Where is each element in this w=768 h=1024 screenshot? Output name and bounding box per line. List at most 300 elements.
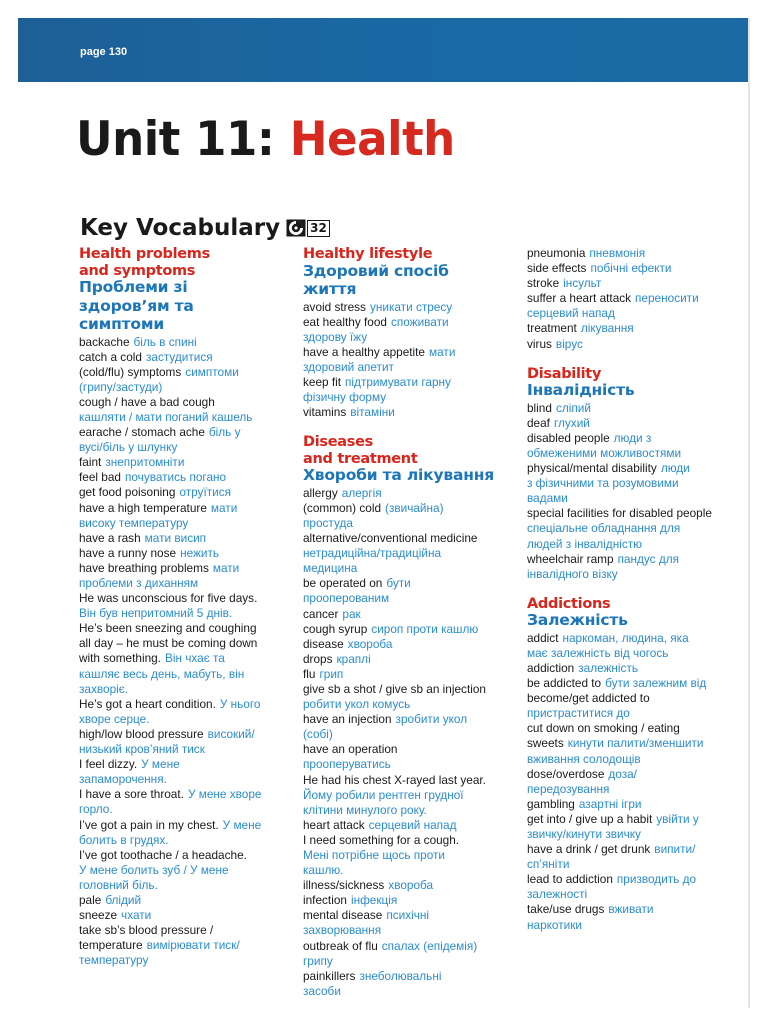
term-ukrainian: низький кров’яний тиск bbox=[79, 742, 205, 757]
term-ukrainian: прооперуватись bbox=[303, 757, 391, 772]
header-banner bbox=[18, 18, 748, 82]
term-english: have a healthy appetite bbox=[303, 344, 425, 359]
term-ukrainian: головний біль. bbox=[79, 877, 158, 892]
vocab-entry bbox=[527, 797, 748, 812]
term-ukrainian: вживання солодощів bbox=[527, 751, 641, 766]
term-english: high/low blood pressure bbox=[79, 726, 204, 741]
vocab-entry bbox=[527, 446, 748, 461]
term-english: have a runny nose bbox=[79, 545, 177, 560]
vocab-entry bbox=[79, 953, 301, 968]
term-english: temperature bbox=[79, 938, 143, 953]
term-ukrainian: люди з bbox=[613, 430, 652, 445]
term-english: vitamins bbox=[303, 405, 347, 420]
vocab-entry bbox=[527, 552, 748, 567]
vocab-entry bbox=[303, 682, 525, 697]
vocab-entry bbox=[79, 651, 301, 666]
vocab-entry bbox=[79, 455, 301, 470]
term-english: drops bbox=[303, 651, 333, 666]
term-ukrainian: побічні ефекти bbox=[590, 261, 672, 276]
term-english: addict bbox=[527, 630, 559, 645]
vocab-entry bbox=[527, 706, 748, 721]
term-ukrainian: краплі bbox=[336, 651, 371, 666]
section-title-en: Disability bbox=[527, 365, 602, 382]
vocab-entry bbox=[79, 938, 301, 953]
term-ukrainian: біль у bbox=[208, 425, 241, 440]
section-title-en: Diseases bbox=[303, 434, 373, 451]
term-english: faint bbox=[79, 455, 102, 470]
vocab-entry bbox=[303, 969, 525, 984]
term-ukrainian: випити/ bbox=[654, 842, 696, 857]
term-ukrainian: рак bbox=[342, 606, 361, 621]
vocab-entry bbox=[527, 276, 748, 291]
term-ukrainian: У мене болить зуб / У мене bbox=[79, 862, 229, 877]
vocab-entry bbox=[79, 667, 301, 682]
term-ukrainian: кашлю. bbox=[303, 863, 344, 878]
term-english: I’ve got toothache / a headache. bbox=[79, 847, 247, 862]
term-english: (cold/flu) symptoms bbox=[79, 364, 182, 379]
term-ukrainian: фізичну форму bbox=[303, 390, 387, 405]
vocab-column-1 bbox=[79, 246, 301, 968]
vocab-entry bbox=[303, 742, 525, 757]
vocab-section bbox=[527, 596, 748, 933]
section-title-en: and symptoms bbox=[79, 262, 196, 279]
vocab-entry bbox=[303, 818, 525, 833]
section-spacer bbox=[527, 582, 748, 596]
term-ukrainian: вживати bbox=[608, 902, 654, 917]
vocab-entry bbox=[79, 485, 301, 500]
term-ukrainian: увійти у bbox=[656, 811, 699, 826]
vocab-entry bbox=[303, 833, 525, 848]
term-ukrainian: інвалідного візку bbox=[527, 566, 618, 581]
term-ukrainian: сп’яніти bbox=[527, 857, 570, 872]
section-title-ua: Інвалідність bbox=[527, 381, 635, 400]
vocab-entry bbox=[303, 697, 525, 712]
term-english: have a drink / get drunk bbox=[527, 842, 651, 857]
term-english: be operated on bbox=[303, 576, 383, 591]
term-english: catch a cold bbox=[79, 349, 142, 364]
vocab-entry bbox=[303, 501, 525, 516]
vocab-entry bbox=[527, 491, 748, 506]
term-english: eat healthy food bbox=[303, 314, 387, 329]
vocab-entry bbox=[303, 773, 525, 788]
term-english: stroke bbox=[527, 276, 560, 291]
vocab-entry bbox=[527, 321, 748, 336]
page-number: page 130 bbox=[80, 46, 128, 58]
term-ukrainian: наркотики bbox=[527, 917, 582, 932]
vocab-entry bbox=[303, 848, 525, 863]
vocab-entry bbox=[527, 812, 748, 827]
vocab-entry bbox=[79, 727, 301, 742]
vocab-entry bbox=[527, 461, 748, 476]
term-english: infection bbox=[303, 893, 347, 908]
term-ukrainian: здоровий апетит bbox=[303, 359, 394, 374]
term-ukrainian: зробити укол bbox=[395, 712, 468, 727]
vocab-entry bbox=[527, 691, 748, 706]
vocab-entry bbox=[79, 863, 301, 878]
vocab-entry bbox=[79, 380, 301, 395]
term-english: dose/overdose bbox=[527, 766, 605, 781]
term-english: He was unconscious for five days. bbox=[79, 591, 258, 606]
term-ukrainian: сліпий bbox=[555, 400, 591, 415]
vocab-entry bbox=[79, 365, 301, 380]
term-ukrainian: залежність bbox=[578, 660, 638, 675]
term-ukrainian: мати bbox=[212, 560, 240, 575]
term-ukrainian: бути залежним від bbox=[605, 676, 707, 691]
vocab-entry bbox=[79, 923, 301, 938]
vocab-entry bbox=[527, 521, 748, 536]
term-ukrainian: вимірювати тиск/ bbox=[146, 938, 240, 953]
vocab-column-3 bbox=[527, 246, 748, 933]
vocab-entry bbox=[527, 782, 748, 797]
term-ukrainian: призводить до bbox=[616, 872, 697, 887]
term-ukrainian: У мене bbox=[222, 817, 262, 832]
vocab-entry bbox=[527, 291, 748, 306]
term-english: flu bbox=[303, 666, 316, 681]
term-english: special facilities for disabled people bbox=[527, 506, 712, 521]
term-english: cut down on smoking / eating bbox=[527, 721, 680, 736]
vocab-entry bbox=[527, 736, 748, 751]
vocab-entry bbox=[527, 872, 748, 887]
term-ukrainian: нежить bbox=[180, 545, 220, 560]
vocab-entry bbox=[527, 506, 748, 521]
term-english: He had his chest X-rayed last year. bbox=[303, 772, 486, 787]
vocab-entry bbox=[303, 923, 525, 938]
vocab-entry bbox=[79, 833, 301, 848]
audio-cd-icon[interactable] bbox=[286, 218, 330, 238]
vocab-entry bbox=[303, 954, 525, 969]
vocab-entry bbox=[303, 878, 525, 893]
term-ukrainian: кашляє весь день, мабуть, він bbox=[79, 666, 245, 681]
vocab-entry bbox=[303, 788, 525, 803]
term-english: sneeze bbox=[79, 908, 118, 923]
term-ukrainian: чхати bbox=[121, 908, 152, 923]
term-ukrainian: психічні bbox=[386, 908, 430, 923]
term-english: physical/mental disability bbox=[527, 461, 657, 476]
term-english: lead to addiction bbox=[527, 872, 613, 887]
vocab-entry bbox=[303, 375, 525, 390]
vocab-entry bbox=[303, 893, 525, 908]
vocab-entry bbox=[527, 261, 748, 276]
term-english: deaf bbox=[527, 415, 550, 430]
vocab-entry bbox=[303, 939, 525, 954]
vocab-entry bbox=[527, 661, 748, 676]
term-ukrainian: підтримувати гарну bbox=[345, 374, 451, 389]
vocab-entry bbox=[79, 848, 301, 863]
term-ukrainian: високу температуру bbox=[79, 515, 189, 530]
term-english: disease bbox=[303, 636, 344, 651]
term-english: cough syrup bbox=[303, 621, 368, 636]
term-ukrainian: простуда bbox=[303, 515, 353, 530]
vocab-entry bbox=[79, 787, 301, 802]
term-ukrainian: знеболювальні bbox=[359, 968, 442, 983]
term-english: He’s been sneezing and coughing bbox=[79, 621, 257, 636]
section-title-ua: симптоми bbox=[79, 315, 164, 333]
vocab-entry bbox=[79, 440, 301, 455]
term-english: have a rash bbox=[79, 530, 141, 545]
term-english: wheelchair ramp bbox=[527, 551, 614, 566]
term-ukrainian: звичку/кинути звичку bbox=[527, 827, 641, 841]
section-title-ua: Хвороби та лікування bbox=[303, 466, 494, 485]
vocab-entry bbox=[303, 607, 525, 622]
term-english: painkillers bbox=[303, 968, 356, 983]
term-ukrainian: (грипу/застуди) bbox=[79, 379, 163, 394]
vocab-entry bbox=[527, 431, 748, 446]
term-english: get into / give up a habit bbox=[527, 811, 653, 826]
term-ukrainian: залежності bbox=[527, 887, 588, 902]
key-vocabulary-label: Key Vocabulary bbox=[80, 215, 281, 241]
vocab-entry bbox=[527, 567, 748, 582]
section-title-en: Addictions bbox=[527, 595, 611, 612]
vocab-entry bbox=[79, 893, 301, 908]
term-english: alternative/conventional medicine bbox=[303, 531, 478, 546]
vocab-entry bbox=[79, 606, 301, 621]
vocab-entry bbox=[79, 818, 301, 833]
term-ukrainian: бути bbox=[386, 576, 411, 591]
term-english: side effects bbox=[527, 261, 587, 276]
vocab-entry bbox=[79, 591, 301, 606]
vocab-entry bbox=[527, 887, 748, 902]
vocab-entry bbox=[527, 631, 748, 646]
term-ukrainian: Йому робили рентген грудної bbox=[303, 787, 464, 802]
term-english: pneumonia bbox=[527, 246, 586, 260]
term-ukrainian: запаморочення. bbox=[79, 772, 167, 787]
vocab-entry bbox=[303, 652, 525, 667]
vocab-entry bbox=[527, 767, 748, 782]
term-ukrainian: засоби bbox=[303, 983, 341, 998]
vocab-entry bbox=[527, 306, 748, 321]
vocab-entry bbox=[79, 335, 301, 350]
term-ukrainian: пандус для bbox=[617, 551, 680, 566]
term-ukrainian: вітаміни bbox=[350, 405, 395, 420]
vocab-entry bbox=[527, 827, 748, 842]
term-english: heart attack bbox=[303, 817, 365, 832]
vocab-entry bbox=[79, 531, 301, 546]
term-english: get food poisoning bbox=[79, 485, 176, 500]
term-ukrainian: почуватись погано bbox=[124, 470, 227, 485]
term-ukrainian: спеціальне обладнання для bbox=[527, 521, 681, 536]
vocab-entry bbox=[303, 330, 525, 345]
term-english: feel bad bbox=[79, 470, 121, 485]
audio-track-number: 32 bbox=[307, 220, 330, 237]
term-english: with something. bbox=[79, 651, 161, 666]
vocab-entry bbox=[527, 721, 748, 736]
vocab-entry bbox=[303, 405, 525, 420]
term-ukrainian: вірус bbox=[555, 336, 583, 351]
term-english: have an operation bbox=[303, 742, 398, 757]
term-english: I need something for a cough. bbox=[303, 832, 460, 847]
term-english: be addicted to bbox=[527, 676, 602, 691]
term-ukrainian: наркоман, людина, яка bbox=[562, 630, 689, 645]
vocab-entry bbox=[527, 857, 748, 872]
term-english: (common) cold bbox=[303, 500, 382, 515]
vocab-entry bbox=[303, 561, 525, 576]
term-english: mental disease bbox=[303, 908, 383, 923]
term-ukrainian: серцевий напад bbox=[527, 306, 615, 321]
textbook-page bbox=[18, 18, 748, 1008]
vocab-entry bbox=[527, 537, 748, 552]
vocab-entry bbox=[303, 712, 525, 727]
vocab-section bbox=[79, 246, 301, 968]
term-ukrainian: болить в грудях. bbox=[79, 832, 169, 847]
vocab-entry bbox=[79, 501, 301, 516]
vocab-entry bbox=[303, 345, 525, 360]
term-ukrainian: грипу bbox=[303, 953, 333, 968]
vocab-entry bbox=[79, 636, 301, 651]
vocab-entry bbox=[303, 360, 525, 375]
term-english: give sb a shot / give sb an injection bbox=[303, 681, 486, 696]
unit-title bbox=[76, 112, 455, 167]
term-english: take/use drugs bbox=[527, 902, 605, 917]
vocab-entry bbox=[303, 546, 525, 561]
term-ukrainian: захворювання bbox=[303, 923, 382, 938]
term-english: have breathing problems bbox=[79, 560, 209, 575]
term-ukrainian: Він був непритомний 5 днів. bbox=[79, 606, 233, 621]
term-english: treatment bbox=[527, 321, 577, 336]
term-english: backache bbox=[79, 334, 130, 349]
vocab-entry bbox=[303, 757, 525, 772]
term-ukrainian: горло. bbox=[79, 802, 113, 817]
term-english: have a high temperature bbox=[79, 500, 207, 515]
term-ukrainian: інфекція bbox=[350, 893, 398, 908]
vocab-section bbox=[303, 434, 525, 999]
vocab-entry bbox=[527, 918, 748, 933]
term-english: have an injection bbox=[303, 712, 392, 727]
term-ukrainian: обмеженими можливостями bbox=[527, 445, 682, 460]
term-english: suffer a heart attack bbox=[527, 291, 632, 306]
section-title-ua: життя bbox=[303, 280, 357, 298]
vocab-entry bbox=[79, 742, 301, 757]
term-english: virus bbox=[527, 336, 552, 351]
vocab-entry bbox=[79, 621, 301, 636]
term-english: all day – he must be coming down bbox=[79, 636, 258, 651]
term-ukrainian: симптоми bbox=[185, 364, 239, 379]
term-ukrainian: людей з інвалідністю bbox=[527, 536, 642, 551]
term-ukrainian: клітини минулого року. bbox=[303, 802, 427, 817]
vocab-entry bbox=[303, 637, 525, 652]
term-ukrainian: У мене хворе bbox=[187, 787, 262, 802]
term-english: keep fit bbox=[303, 374, 342, 389]
section-title-ua: Проблеми зі bbox=[79, 278, 188, 296]
term-ukrainian: мати bbox=[429, 344, 456, 359]
term-english: take sb’s blood pressure / bbox=[79, 923, 214, 938]
vocab-entry bbox=[303, 486, 525, 501]
vocab-section bbox=[527, 366, 748, 582]
term-ukrainian: глухий bbox=[553, 415, 590, 430]
term-ukrainian: переносити bbox=[635, 291, 699, 306]
term-ukrainian: застудитися bbox=[145, 349, 213, 364]
section-spacer bbox=[303, 420, 525, 434]
term-ukrainian: біль в спині bbox=[133, 334, 197, 349]
term-ukrainian: температуру bbox=[79, 953, 149, 968]
vocab-entry bbox=[79, 682, 301, 697]
term-english: I feel dizzy. bbox=[79, 757, 138, 772]
term-english: allergy bbox=[303, 485, 338, 500]
term-ukrainian: (звичайна) bbox=[385, 500, 444, 515]
vocab-entry bbox=[303, 727, 525, 742]
term-ukrainian: хвороба bbox=[388, 878, 434, 893]
vocab-entry bbox=[303, 576, 525, 591]
vocab-entry bbox=[79, 350, 301, 365]
term-english: cough / have a bad cough bbox=[79, 394, 215, 409]
vocab-entry bbox=[79, 546, 301, 561]
vocab-entry bbox=[527, 752, 748, 767]
vocab-entry bbox=[303, 863, 525, 878]
term-ukrainian: Мені потрібне щось проти bbox=[303, 848, 446, 862]
vocab-entry bbox=[79, 516, 301, 531]
unit-title-prefix: Unit 11: bbox=[76, 112, 290, 167]
unit-title-accent: Health bbox=[289, 112, 455, 167]
term-ukrainian: Він чхає та bbox=[164, 651, 225, 666]
term-ukrainian: отруїтися bbox=[179, 485, 232, 500]
term-ukrainian: знепритомніти bbox=[105, 455, 185, 470]
vocab-entry bbox=[527, 902, 748, 917]
term-ukrainian: лікування bbox=[580, 321, 634, 336]
term-ukrainian: люди bbox=[660, 461, 690, 476]
term-english: gambling bbox=[527, 796, 575, 811]
term-english: disabled people bbox=[527, 430, 610, 445]
vocab-entry bbox=[527, 401, 748, 416]
vocab-entry bbox=[79, 576, 301, 591]
term-ukrainian: робити укол комусь bbox=[303, 697, 411, 712]
term-ukrainian: пневмонія bbox=[589, 246, 646, 260]
term-ukrainian: сироп проти кашлю bbox=[371, 621, 479, 636]
term-ukrainian: мати висип bbox=[144, 530, 207, 545]
vocab-entry bbox=[79, 878, 301, 893]
term-ukrainian: з фізичними та розумовими bbox=[527, 476, 679, 491]
term-ukrainian: У мене bbox=[141, 757, 180, 772]
vocab-entry bbox=[79, 470, 301, 485]
term-ukrainian: доза/ bbox=[608, 766, 637, 781]
vocab-entry bbox=[79, 908, 301, 923]
vocab-entry bbox=[527, 646, 748, 661]
vocab-entry bbox=[79, 772, 301, 787]
term-ukrainian: азартні ігри bbox=[578, 796, 642, 811]
term-english: addiction bbox=[527, 660, 575, 675]
term-english: blind bbox=[527, 400, 552, 415]
vocab-column-2 bbox=[303, 246, 525, 999]
section-title-ua: здоров’ям та bbox=[79, 296, 194, 315]
cd-icon bbox=[286, 219, 306, 237]
term-english: cancer bbox=[303, 606, 339, 621]
vocab-entry bbox=[79, 712, 301, 727]
vocab-entry bbox=[303, 531, 525, 546]
vocab-entry bbox=[303, 315, 525, 330]
term-ukrainian: кашляти / мати поганий кашель bbox=[79, 409, 253, 424]
vocab-entry bbox=[79, 395, 301, 410]
term-ukrainian: здорову їжу bbox=[303, 329, 368, 344]
term-ukrainian: (собі) bbox=[303, 727, 333, 742]
term-ukrainian: нетрадиційна/традиційна bbox=[303, 546, 442, 561]
vocab-entry bbox=[303, 622, 525, 637]
term-ukrainian: грип bbox=[319, 666, 344, 681]
term-english: avoid stress bbox=[303, 299, 366, 314]
term-ukrainian: кинути палити/зменшити bbox=[567, 736, 704, 751]
vocab-entry bbox=[303, 390, 525, 405]
term-ukrainian: прооперованим bbox=[303, 591, 390, 606]
vocab-entry bbox=[79, 425, 301, 440]
vocab-section bbox=[527, 246, 748, 352]
term-ukrainian: уникати стресу bbox=[369, 299, 453, 314]
vocab-entry bbox=[527, 476, 748, 491]
vocab-entry bbox=[303, 803, 525, 818]
term-ukrainian: інсульт bbox=[563, 276, 602, 291]
term-english: become/get addicted to bbox=[527, 691, 650, 706]
vocab-entry bbox=[303, 667, 525, 682]
term-ukrainian: високий/ bbox=[207, 726, 255, 741]
term-english: I have a sore throat. bbox=[79, 787, 184, 802]
vocab-entry bbox=[527, 246, 748, 261]
term-english: I’ve got a pain in my chest. bbox=[79, 817, 219, 832]
